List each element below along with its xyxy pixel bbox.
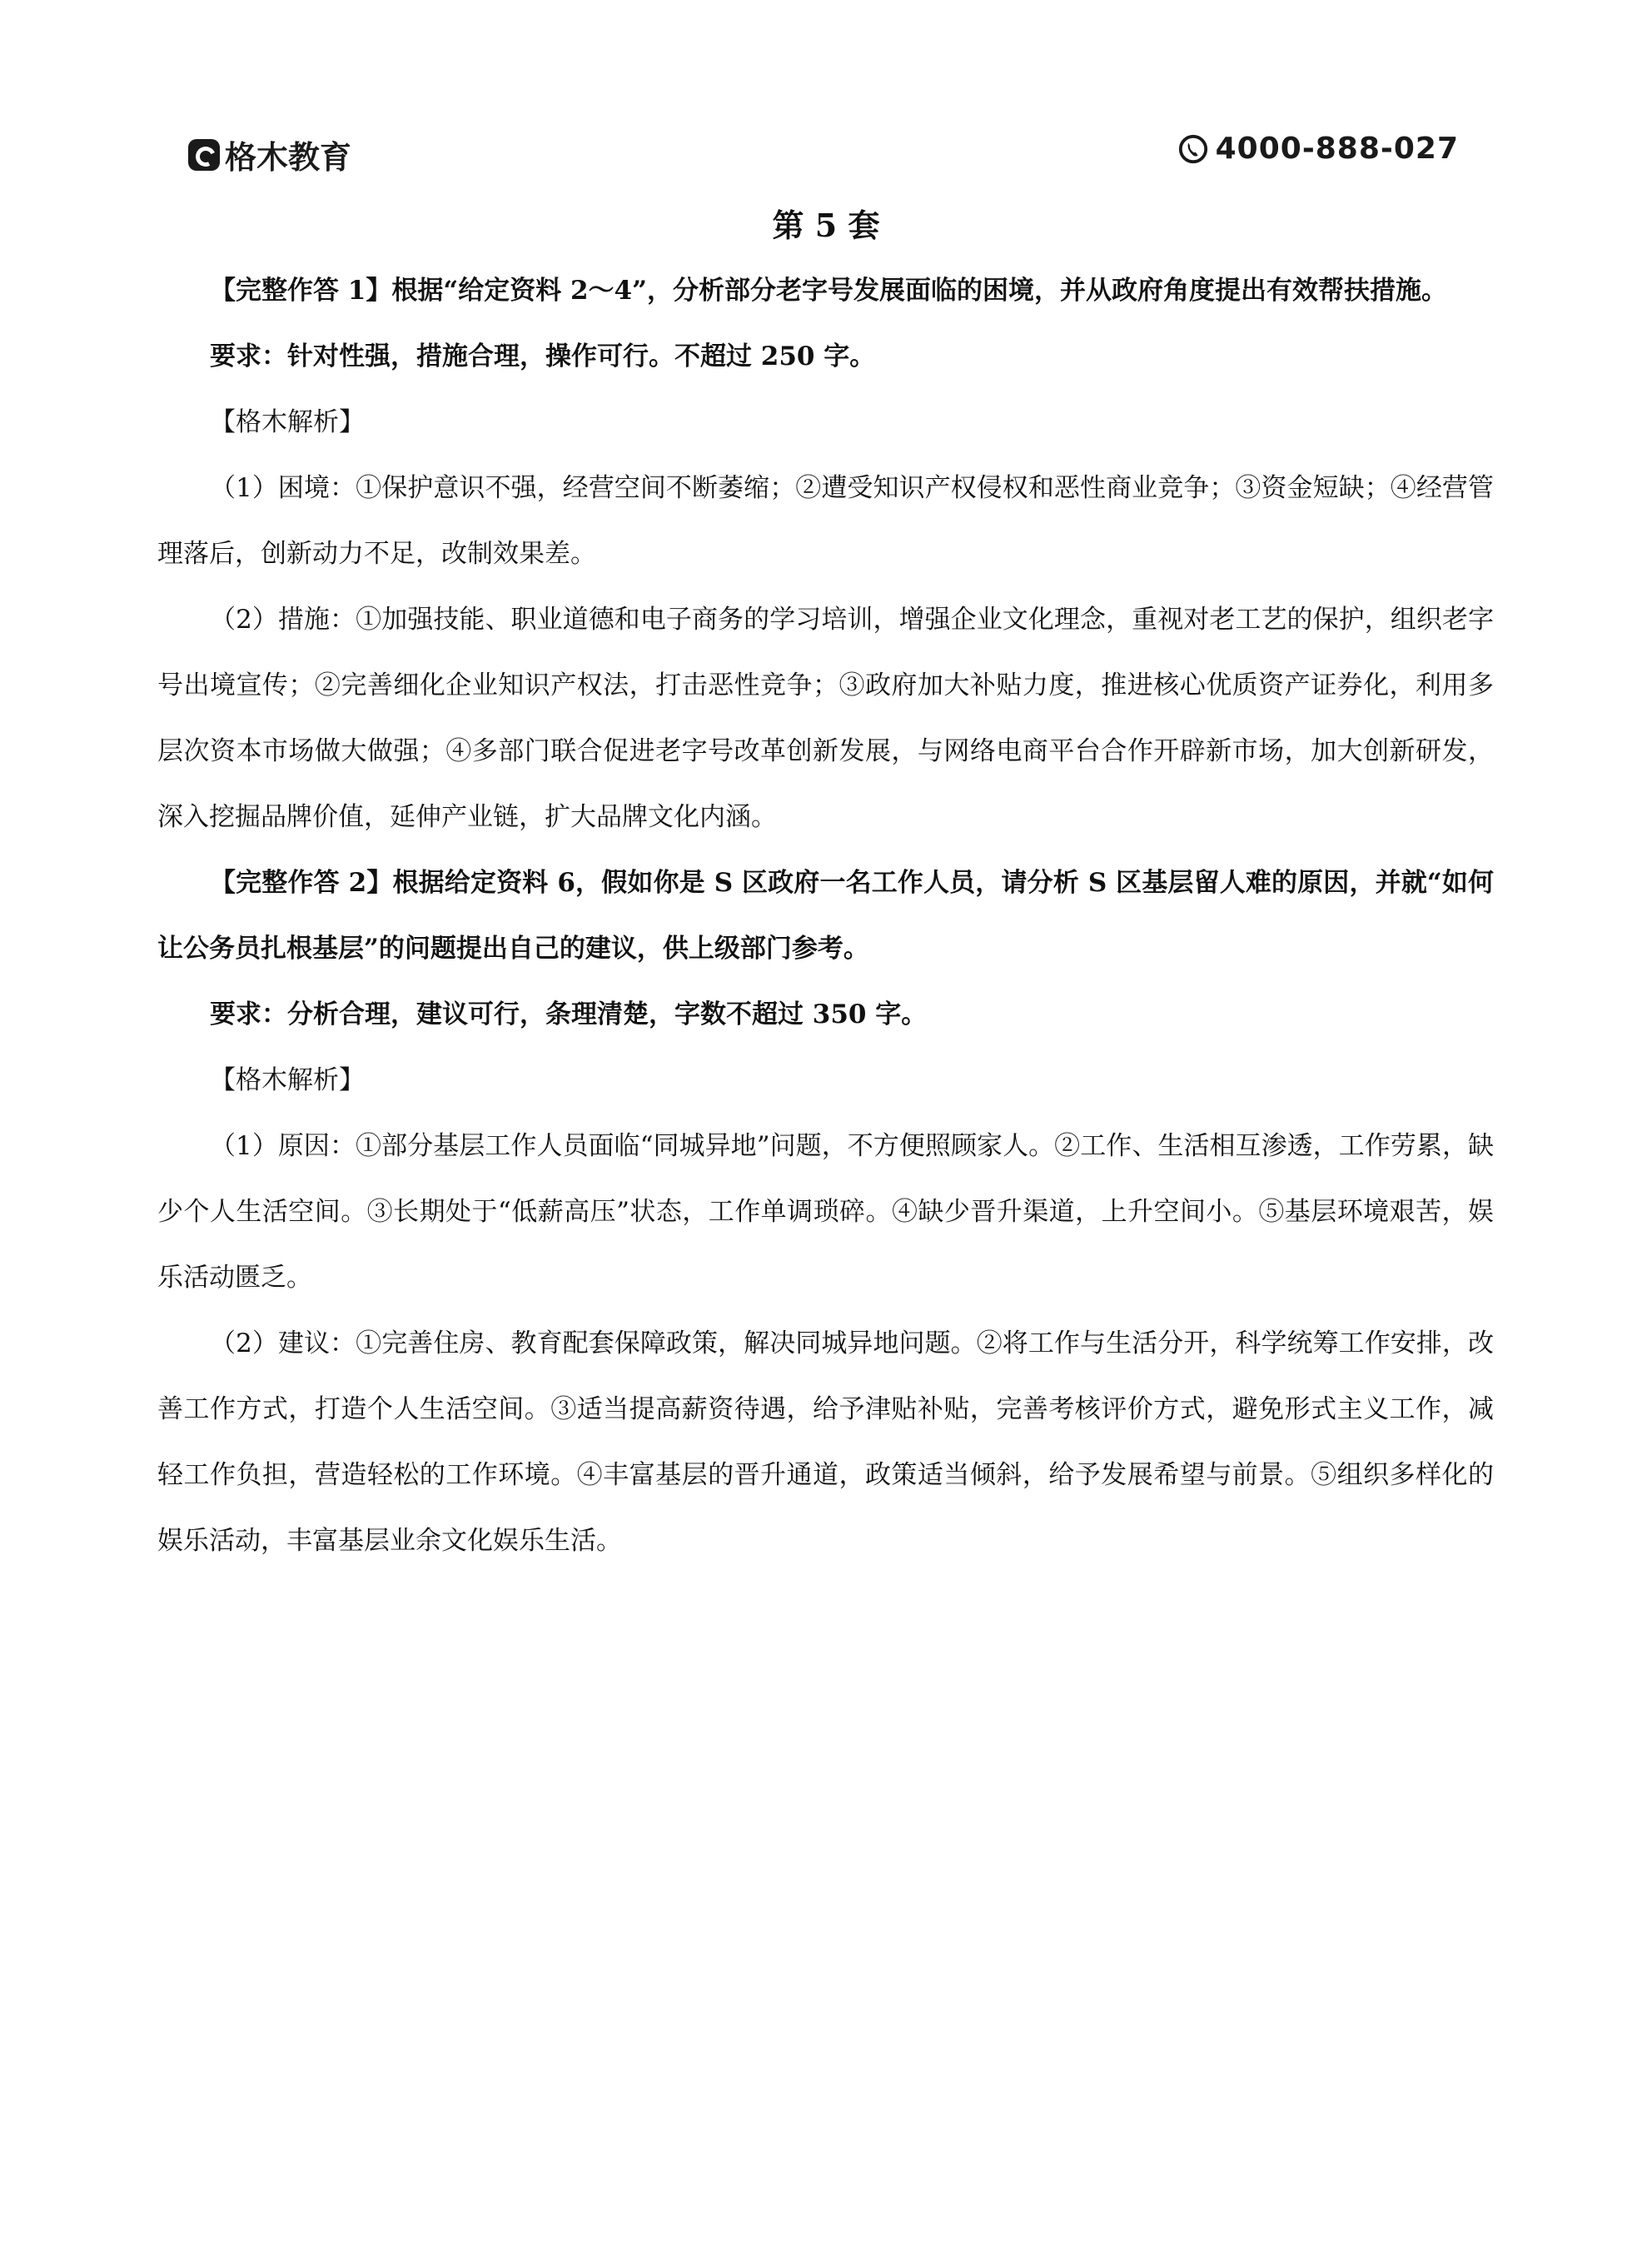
question-1-dilemma: （1）困境：①保护意识不强，经营空间不断萎缩；②遭受知识产权侵权和恶性商业竞争；③资金短缺；④经营管理落后，创新动力不足，改制效果差。 bbox=[157, 473, 1494, 569]
question-1: 【完整作答 1】根据“给定资料 2～4”，分析部分老字号发展面临的困境，并从政府角度提出有效帮扶措施。 bbox=[210, 276, 1447, 306]
question-2: 【完整作答 2】根据给定资料 6，假如你是 S 区政府一名工作人员，请分析 S 区基层留人难的原因，并就“如何让公务员扎根基层”的问题提出自己的建议，供上级部门参考。 bbox=[157, 868, 1494, 964]
phone-number: 4000-888-027 bbox=[1215, 132, 1459, 166]
question-2-requirement: 要求：分析合理，建议可行，条理清楚，字数不超过 350 字。 bbox=[210, 999, 928, 1029]
analysis-heading-2: 【格木解析】 bbox=[210, 1065, 365, 1095]
document-body bbox=[157, 258, 1494, 1574]
question-1-measures: （2）措施：①加强技能、职业道德和电子商务的学习培训，增强企业文化理念，重视对老工艺的保护，组织老字号出境宣传；②完善细化企业知识产权法，打击恶性竞争；③政府加大补贴力度，推进核心优质资产证券化，利用多层次资本市场做大做强；④多部门联合促进老字号改革创新发展，与网络电商平台合作开辟新市场，加大创新研发，深入挖掘品牌价值，延伸产业链，扩大品牌文化内涵。 bbox=[157, 605, 1494, 832]
brand-logo bbox=[188, 132, 351, 177]
hotline bbox=[1177, 132, 1459, 166]
page-header bbox=[188, 132, 1459, 176]
ge-logo-icon bbox=[188, 139, 220, 171]
question-2-suggestions: （2）建议：①完善住房、教育配套保障政策，解决同城异地问题。②将工作与生活分开，科学统筹工作安排，改善工作方式，打造个人生活空间。③适当提高薪资待遇，给予津贴补贴，完善考核评价方式，避免形式主义工作，减轻工作负担，营造轻松的工作环境。④丰富基层的晋升通道，政策适当倾斜，给予发展希望与前景。⑤组织多样化的娱乐活动，丰富基层业余文化娱乐生活。 bbox=[157, 1328, 1494, 1556]
page-title: 第 5 套 bbox=[772, 207, 880, 244]
question-2-reasons: （1）原因：①部分基层工作人员面临“同城异地”问题，不方便照顾家人。②工作、生活相互渗透，工作劳累，缺少个人生活空间。③长期处于“低薪高压”状态，工作单调琐碎。④缺少晋升渠道，上升空间小。⑤基层环境艰苦，娱乐活动匮乏。 bbox=[157, 1131, 1494, 1293]
brand-name: 格木教育 bbox=[225, 139, 352, 176]
analysis-heading-1: 【格木解析】 bbox=[210, 407, 365, 437]
phone-icon bbox=[1177, 133, 1209, 165]
question-1-requirement: 要求：针对性强，措施合理，操作可行。不超过 250 字。 bbox=[210, 341, 876, 371]
